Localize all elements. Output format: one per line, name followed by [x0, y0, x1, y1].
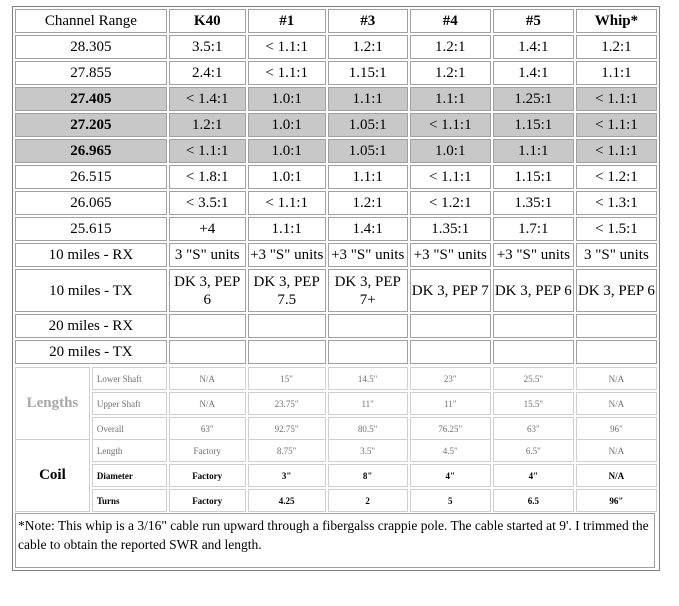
cell: 1.2:1 — [410, 35, 491, 59]
lengths-label: Upper Shaft — [92, 392, 167, 415]
row-label: 20 miles - TX — [15, 340, 167, 364]
row-label: 10 miles - TX — [15, 269, 167, 312]
cell: 1.15:1 — [328, 61, 408, 85]
table-row — [15, 217, 657, 241]
coil-cell: 4.5" — [410, 439, 491, 462]
cell: 1.2:1 — [410, 61, 491, 85]
coil-cell: 6.5" — [493, 439, 574, 462]
table-row — [15, 314, 657, 338]
coil-cell: N/A — [576, 439, 657, 462]
header-channel-range: Channel Range — [15, 9, 167, 33]
table-row — [15, 340, 657, 364]
row-label: 27.405 — [15, 87, 167, 111]
coil-cell: 4" — [410, 464, 491, 487]
swr-comparison-table — [12, 6, 660, 571]
coil-row — [15, 439, 657, 462]
row-label: 26.965 — [15, 139, 167, 163]
cell: +3 "S" units — [493, 243, 574, 267]
header-col-0: K40 — [169, 9, 246, 33]
cell: 1.0:1 — [248, 165, 326, 189]
lengths-cell: 63" — [169, 417, 246, 440]
coil-row — [15, 489, 657, 512]
swr-table — [13, 7, 659, 366]
cell: < 1.2:1 — [576, 165, 657, 189]
footnote: *Note: This whip is a 3/16" cable run upward through a fibergalss crappie pole. The cable started at 9'. I trimmed the cable to obtain the reported SWR and length. — [15, 513, 655, 568]
coil-cell: 3.5" — [328, 439, 408, 462]
row-label: 10 miles - RX — [15, 243, 167, 267]
cell: < 1.1:1 — [410, 113, 491, 137]
cell: 1.2:1 — [328, 35, 408, 59]
cell: +3 "S" units — [328, 243, 408, 267]
coil-cell: 8" — [328, 464, 408, 487]
coil-label: Length — [92, 439, 167, 462]
cell: DK 3, PEP 7 — [410, 269, 491, 312]
cell — [169, 340, 246, 364]
coil-cell: 96" — [576, 489, 657, 512]
cell: 1.0:1 — [248, 87, 326, 111]
cell: 1.0:1 — [248, 139, 326, 163]
cell: 1.4:1 — [493, 61, 574, 85]
cell: 1.35:1 — [493, 191, 574, 215]
lengths-cell: 92.75" — [248, 417, 326, 440]
cell — [493, 314, 574, 338]
lengths-cell: 11" — [410, 392, 491, 415]
cell: 1.1:1 — [493, 139, 574, 163]
table-row — [15, 139, 657, 163]
header-col-5: Whip* — [576, 9, 657, 33]
header-row — [15, 9, 657, 33]
header-col-2: #3 — [328, 9, 408, 33]
lengths-cell: N/A — [169, 367, 246, 390]
cell: 1.2:1 — [576, 35, 657, 59]
lengths-cell: 63" — [493, 417, 574, 440]
cell — [410, 314, 491, 338]
table-row — [15, 165, 657, 189]
row-label: 25.615 — [15, 217, 167, 241]
cell — [576, 314, 657, 338]
row-label: 27.205 — [15, 113, 167, 137]
cell: 1.7:1 — [493, 217, 574, 241]
cell: < 1.5:1 — [576, 217, 657, 241]
cell: < 1.1:1 — [576, 87, 657, 111]
coil-cell: 6.5 — [493, 489, 574, 512]
cell: < 1.1:1 — [576, 139, 657, 163]
table-row — [15, 113, 657, 137]
cell: 1.15:1 — [493, 165, 574, 189]
lengths-cell: 11" — [328, 392, 408, 415]
cell: 1.1:1 — [328, 87, 408, 111]
header-col-3: #4 — [410, 9, 491, 33]
cell: 3 "S" units — [169, 243, 246, 267]
cell: +3 "S" units — [248, 243, 326, 267]
row-label: 20 miles - RX — [15, 314, 167, 338]
cell: 1.2:1 — [169, 113, 246, 137]
coil-cell: 2 — [328, 489, 408, 512]
cell: 1.1:1 — [248, 217, 326, 241]
cell: < 1.1:1 — [248, 191, 326, 215]
coil-label: Diameter — [92, 464, 167, 487]
row-label: 26.515 — [15, 165, 167, 189]
row-label: 26.065 — [15, 191, 167, 215]
lengths-cell: 96" — [576, 417, 657, 440]
cell: < 1.1:1 — [248, 35, 326, 59]
cell: DK 3, PEP 6 — [576, 269, 657, 312]
cell: DK 3, PEP 7+ — [328, 269, 408, 312]
cell: DK 3, PEP 6 — [169, 269, 246, 312]
lengths-table — [13, 365, 659, 442]
coil-cell: 5 — [410, 489, 491, 512]
coil-cell: 4.25 — [248, 489, 326, 512]
coil-cell: Factory — [169, 464, 246, 487]
row-label: 28.305 — [15, 35, 167, 59]
cell: < 1.1:1 — [248, 61, 326, 85]
cell: < 1.2:1 — [410, 191, 491, 215]
cell: 3 "S" units — [576, 243, 657, 267]
cell: +4 — [169, 217, 246, 241]
coil-cell: 3" — [248, 464, 326, 487]
coil-cell: Factory — [169, 439, 246, 462]
cell: < 1.8:1 — [169, 165, 246, 189]
lengths-cell: 15.5" — [493, 392, 574, 415]
table-row — [15, 243, 657, 267]
cell: 1.2:1 — [328, 191, 408, 215]
cell — [493, 340, 574, 364]
lengths-cell: 80.5" — [328, 417, 408, 440]
header-col-1: #1 — [248, 9, 326, 33]
table-row — [15, 191, 657, 215]
cell: +3 "S" units — [410, 243, 491, 267]
table-row — [15, 269, 657, 312]
lengths-cell: N/A — [576, 392, 657, 415]
lengths-row — [15, 392, 657, 415]
cell: 1.05:1 — [328, 139, 408, 163]
lengths-cell: 76.25" — [410, 417, 491, 440]
cell: < 1.1:1 — [576, 113, 657, 137]
lengths-row — [15, 367, 657, 390]
cell: 1.0:1 — [248, 113, 326, 137]
lengths-cell: 23.75" — [248, 392, 326, 415]
lengths-cell: 15" — [248, 367, 326, 390]
cell: 1.1:1 — [328, 165, 408, 189]
cell: < 1.4:1 — [169, 87, 246, 111]
lengths-cell: 25.5" — [493, 367, 574, 390]
coil-table — [13, 437, 659, 514]
coil-label: Turns — [92, 489, 167, 512]
cell — [576, 340, 657, 364]
cell: 1.4:1 — [328, 217, 408, 241]
cell: 1.35:1 — [410, 217, 491, 241]
lengths-label: Lower Shaft — [92, 367, 167, 390]
cell — [410, 340, 491, 364]
coil-cell: 4" — [493, 464, 574, 487]
row-label: 27.855 — [15, 61, 167, 85]
cell: 1.1:1 — [576, 61, 657, 85]
lengths-cell: N/A — [169, 392, 246, 415]
cell: 3.5:1 — [169, 35, 246, 59]
cell: < 1.1:1 — [169, 139, 246, 163]
cell — [328, 314, 408, 338]
cell — [248, 314, 326, 338]
lengths-title: Lengths — [15, 367, 90, 440]
table-row — [15, 61, 657, 85]
lengths-cell: N/A — [576, 367, 657, 390]
cell: 2.4:1 — [169, 61, 246, 85]
cell: DK 3, PEP 6 — [493, 269, 574, 312]
cell: < 1.3:1 — [576, 191, 657, 215]
cell — [169, 314, 246, 338]
cell: 1.25:1 — [493, 87, 574, 111]
coil-row — [15, 464, 657, 487]
cell: 1.1:1 — [410, 87, 491, 111]
lengths-cell: 14.5" — [328, 367, 408, 390]
coil-cell: 8.75" — [248, 439, 326, 462]
cell — [248, 340, 326, 364]
coil-cell: Factory — [169, 489, 246, 512]
cell: 1.15:1 — [493, 113, 574, 137]
cell: 1.4:1 — [493, 35, 574, 59]
cell: < 1.1:1 — [410, 165, 491, 189]
cell: < 3.5:1 — [169, 191, 246, 215]
lengths-cell: 23" — [410, 367, 491, 390]
cell: 1.05:1 — [328, 113, 408, 137]
header-col-4: #5 — [493, 9, 574, 33]
cell — [328, 340, 408, 364]
cell: DK 3, PEP 7.5 — [248, 269, 326, 312]
lengths-label: Overall — [92, 417, 167, 440]
coil-cell: N/A — [576, 464, 657, 487]
table-row — [15, 87, 657, 111]
table-row — [15, 35, 657, 59]
cell: 1.0:1 — [410, 139, 491, 163]
coil-title: Coil — [15, 439, 90, 512]
